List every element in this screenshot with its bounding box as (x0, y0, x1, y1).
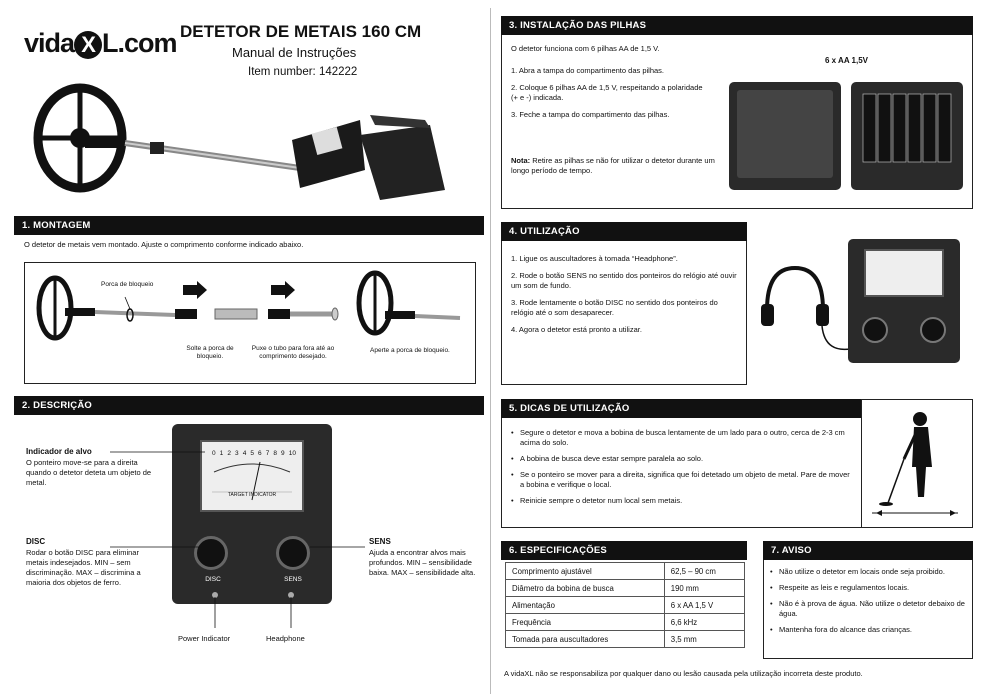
pilhas-step: 1. Abra a tampa do compartimento das pilhas. (511, 66, 665, 75)
utilizacao-step: 4. Agora o detetor está pronto a utilizar. (511, 325, 642, 334)
aviso-item: • Não é à prova de água. Não utilize o detetor debaixo de água. (770, 599, 966, 619)
dicas-item: • Se o ponteiro se mover para a direita, significa que foi detetado um objeto de metal. Pare de mover a bobina e verifique o local. (511, 470, 855, 490)
pilhas-intro: O detetor funciona com 6 pilhas AA de 1,5 V. (511, 44, 660, 53)
power-indicator-label: Power Indicator (178, 634, 231, 643)
column-divider (490, 8, 491, 694)
scale-0: 0 (212, 450, 216, 457)
dicas-item: • Segure o detetor e mova a bobina de busca lentamente de um lado para o outro, cerca de 2-3 cm acima do solo. (511, 428, 855, 448)
spec-value: 3,5 mm (664, 631, 744, 648)
dicas-item: • A bobina de busca deve estar sempre paralela ao solo. (511, 454, 855, 464)
dicas-item: • Reinicie sempre o detetor num local sem metais. (511, 496, 855, 506)
headphones-illustration (755, 260, 855, 360)
scale-1: 1 (219, 450, 224, 457)
pilhas-step: 2. Coloque 6 pilhas AA de 1,5 V, respeitando a polaridade (+ e -) indicada. (511, 83, 703, 102)
spec-label: Tomada para auscultadores (506, 631, 665, 648)
scale-5: 5 (250, 450, 254, 457)
scale-4: 4 (242, 450, 247, 457)
scale-7: 7 (265, 450, 270, 457)
table-row (506, 614, 745, 631)
spec-label: Alimentação (506, 597, 665, 614)
scale-8: 8 (273, 450, 277, 457)
specs-table (505, 562, 745, 648)
label-porca: Porca de bloqueio (101, 281, 154, 288)
disc-text: Rodar o botão DISC para eliminar metais indesejados. MIN – sem discriminação. MAX – discrimina a maioria dos objetos de ferro. (26, 548, 141, 587)
montagem-intro: O detetor de metais vem montado. Ajuste o comprimento conforme indicado abaixo. (24, 240, 304, 249)
nota-label: Nota: (511, 156, 531, 165)
battery-compartment (851, 82, 963, 190)
meter-label: TARGET INDICATOR (227, 492, 277, 498)
spec-value: 62,5 – 90 cm (664, 563, 744, 580)
detector-panel-small (848, 239, 960, 363)
item-number: Item number: 142222 (248, 66, 358, 78)
label-solte: Solte a porca de bloqueio. (186, 345, 234, 360)
pilhas-steps (511, 66, 711, 127)
indicador-title: Indicador de alvo (26, 447, 92, 456)
pilhas-step: 3. Feche a tampa do compartimento das pilhas. (511, 110, 670, 119)
page-subtitle: Manual de Instruções (232, 45, 357, 60)
page-title: DETETOR DE METAIS 160 CM (180, 22, 422, 41)
utilizacao-step: 2. Rode o botão SENS no sentido dos ponteiros do relógio até ouvir um som de fundo. (511, 271, 737, 290)
scale-6: 6 (258, 450, 262, 457)
section-dicas-heading: 5. DICAS DE UTILIZAÇÃO (501, 399, 861, 418)
dicas-list (511, 428, 855, 512)
dial-sens-label: SENS (284, 576, 302, 583)
pilhas-nota (511, 156, 716, 176)
section-especificacoes-heading: 6. ESPECIFICAÇÕES (501, 541, 747, 560)
label-puxe: Puxe o tubo para fora até ao comprimento desejado. (251, 345, 335, 360)
aviso-item: • Mantenha fora do alcance das crianças. (770, 625, 966, 635)
utilizacao-step: 3. Rode lentamente o botão DISC no sentido dos ponteiros do relógio até o som desaparecer. (511, 298, 718, 317)
aviso-item: • Respeite as leis e regulamentos locais. (770, 583, 966, 593)
headphone-label: Headphone (266, 634, 305, 643)
battery-label: 6 x AA 1,5V (825, 56, 868, 65)
section-utilizacao-heading: 4. UTILIZAÇÃO (501, 222, 747, 241)
dicas-divider (861, 399, 862, 528)
footer-disclaimer: A vidaXL não se responsabiliza por qualquer dano ou lesão causada pela utilização incorreta deste produto. (504, 669, 863, 678)
section-montagem-heading: 1. MONTAGEM (14, 216, 484, 235)
spec-label: Frequência (506, 614, 665, 631)
table-row (506, 580, 745, 597)
indicador-text: O ponteiro move-se para a direita quando o detetor deteta um objeto de metal. (26, 458, 152, 487)
sens-text: Ajuda a encontrar alvos mais profundos. MIN – sensibilidade baixa. MAX – sensibilidade alta. (369, 548, 476, 577)
battery-cells (861, 90, 953, 166)
table-row (506, 631, 745, 648)
scale-10: 10 (288, 450, 296, 457)
section-pilhas-heading: 3. INSTALAÇÃO DAS PILHAS (501, 16, 973, 35)
scale-9: 9 (281, 450, 285, 457)
spec-label: Comprimento ajustável (506, 563, 665, 580)
leader-lines (0, 0, 490, 700)
person-sweeping-illustration (868, 405, 968, 523)
spec-label: Diâmetro da bobina de busca (506, 580, 665, 597)
utilizacao-steps (511, 254, 739, 342)
label-aperte: Aperte a porca de bloqueio. (370, 347, 450, 354)
disc-title: DISC (26, 537, 46, 546)
aviso-list (770, 567, 966, 641)
sens-title: SENS (369, 537, 391, 546)
vidaxl-logo: vida X L.com (24, 28, 177, 58)
table-row (506, 563, 745, 580)
nota-text: Retire as pilhas se não for utilizar o detetor durante um longo período de tempo. (511, 156, 715, 175)
aviso-item: • Não utilize o detetor em locais onde seja proibido. (770, 567, 966, 577)
scale-3: 3 (235, 450, 239, 457)
scale-2: 2 (227, 450, 231, 457)
utilizacao-step: 1. Ligue os auscultadores à tomada “Headphone”. (511, 254, 678, 263)
dial-disc-label: DISC (205, 576, 221, 583)
section-aviso-heading: 7. AVISO (763, 541, 973, 560)
spec-value: 6,6 kHz (664, 614, 744, 631)
spec-value: 190 mm (664, 580, 744, 597)
spec-value: 6 x AA 1,5 V (664, 597, 744, 614)
battery-cover (729, 82, 841, 190)
section-descricao-heading: 2. DESCRIÇÃO (14, 396, 484, 415)
table-row (506, 597, 745, 614)
